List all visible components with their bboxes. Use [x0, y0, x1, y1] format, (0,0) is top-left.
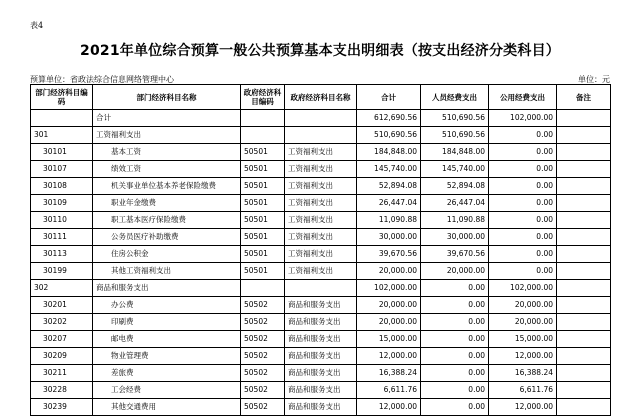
cell-public: 0.00: [489, 144, 557, 161]
cell-public: 102,000.00: [489, 280, 557, 297]
cell-remark: [557, 212, 611, 229]
cell-dept-code: [31, 110, 93, 127]
cell-public: 0.00: [489, 178, 557, 195]
cell-gov-code: 50502: [241, 365, 285, 382]
table-row: [31, 195, 611, 212]
cell-remark: [557, 161, 611, 178]
cell-dept-name: 合计: [93, 110, 241, 127]
header-public: 公用经费支出: [489, 85, 557, 110]
table-row: [31, 280, 611, 297]
cell-dept-code: 30239: [31, 399, 93, 416]
cell-gov-name: [285, 280, 357, 297]
header-remark: 备注: [557, 85, 611, 110]
cell-personnel: 30,000.00: [421, 229, 489, 246]
cell-gov-code: 50502: [241, 399, 285, 416]
cell-gov-code: 50501: [241, 178, 285, 195]
cell-total: 39,670.56: [357, 246, 421, 263]
table-number-tag: 表4: [30, 21, 44, 30]
cell-personnel: 0.00: [421, 382, 489, 399]
table-row: [31, 297, 611, 314]
cell-total: 510,690.56: [357, 127, 421, 144]
cell-total: 16,388.24: [357, 365, 421, 382]
cell-public: 0.00: [489, 195, 557, 212]
table-row: [31, 161, 611, 178]
cell-personnel: 184,848.00: [421, 144, 489, 161]
table-row: [31, 212, 611, 229]
cell-personnel: 0.00: [421, 280, 489, 297]
cell-gov-code: 50501: [241, 144, 285, 161]
cell-gov-name: 商品和服务支出: [285, 314, 357, 331]
cell-dept-name: 绩效工资: [93, 161, 241, 178]
cell-gov-name: 商品和服务支出: [285, 297, 357, 314]
cell-remark: [557, 382, 611, 399]
cell-personnel: 39,670.56: [421, 246, 489, 263]
cell-dept-name: 办公费: [93, 297, 241, 314]
cell-remark: [557, 229, 611, 246]
cell-gov-name: 工资福利支出: [285, 195, 357, 212]
cell-dept-code: 30201: [31, 297, 93, 314]
cell-remark: [557, 280, 611, 297]
cell-remark: [557, 297, 611, 314]
table-row: [31, 348, 611, 365]
cell-gov-name: 商品和服务支出: [285, 399, 357, 416]
cell-dept-name: 差旅费: [93, 365, 241, 382]
cell-gov-name: 工资福利支出: [285, 178, 357, 195]
cell-gov-code: 50501: [241, 161, 285, 178]
header-gov-code: 政府经济科目编码: [241, 85, 285, 110]
cell-remark: [557, 127, 611, 144]
cell-dept-name: 住房公积金: [93, 246, 241, 263]
table-row: [31, 127, 611, 144]
cell-dept-name: 印刷费: [93, 314, 241, 331]
cell-total: 12,000.00: [357, 399, 421, 416]
cell-remark: [557, 195, 611, 212]
cell-gov-name: 商品和服务支出: [285, 348, 357, 365]
cell-public: 0.00: [489, 127, 557, 144]
cell-remark: [557, 399, 611, 416]
cell-dept-name: 职业年金缴费: [93, 195, 241, 212]
cell-public: 12,000.00: [489, 348, 557, 365]
cell-dept-name: 基本工资: [93, 144, 241, 161]
cell-public: 0.00: [489, 212, 557, 229]
cell-gov-code: 50501: [241, 263, 285, 280]
header-total: 合计: [357, 85, 421, 110]
cell-public: 15,000.00: [489, 331, 557, 348]
cell-public: 12,000.00: [489, 399, 557, 416]
cell-total: 20,000.00: [357, 263, 421, 280]
table-row: [31, 382, 611, 399]
cell-dept-name: 商品和服务支出: [93, 280, 241, 297]
cell-dept-code: 30109: [31, 195, 93, 212]
page-title: 2021年单位综合预算一般公共预算基本支出明细表（按支出经济分类科目）: [80, 43, 560, 59]
cell-dept-name: 职工基本医疗保险缴费: [93, 212, 241, 229]
table-row: [31, 314, 611, 331]
cell-dept-code: 30209: [31, 348, 93, 365]
cell-personnel: 510,690.56: [421, 110, 489, 127]
cell-personnel: 510,690.56: [421, 127, 489, 144]
cell-total: 11,090.88: [357, 212, 421, 229]
cell-total: 30,000.00: [357, 229, 421, 246]
cell-remark: [557, 263, 611, 280]
cell-dept-code: 30211: [31, 365, 93, 382]
cell-gov-name: [285, 127, 357, 144]
cell-dept-name: 邮电费: [93, 331, 241, 348]
cell-total: 184,848.00: [357, 144, 421, 161]
cell-gov-code: 50501: [241, 195, 285, 212]
table-row: [31, 144, 611, 161]
table-row: [31, 246, 611, 263]
cell-dept-name: 物业管理费: [93, 348, 241, 365]
cell-gov-code: [241, 110, 285, 127]
header-gov-name: 政府经济科目名称: [285, 85, 357, 110]
cell-public: 0.00: [489, 246, 557, 263]
cell-dept-code: 30228: [31, 382, 93, 399]
cell-dept-code: 30107: [31, 161, 93, 178]
cell-gov-name: 工资福利支出: [285, 212, 357, 229]
cell-gov-code: [241, 127, 285, 144]
cell-remark: [557, 110, 611, 127]
cell-public: 16,388.24: [489, 365, 557, 382]
cell-gov-name: 商品和服务支出: [285, 365, 357, 382]
cell-gov-name: 工资福利支出: [285, 246, 357, 263]
cell-public: 6,611.76: [489, 382, 557, 399]
cell-total: 26,447.04: [357, 195, 421, 212]
table-row: [31, 365, 611, 382]
cell-total: 102,000.00: [357, 280, 421, 297]
table-row: [31, 331, 611, 348]
cell-dept-name: 工资福利支出: [93, 127, 241, 144]
cell-total: 20,000.00: [357, 314, 421, 331]
cell-personnel: 11,090.88: [421, 212, 489, 229]
cell-gov-code: 50502: [241, 314, 285, 331]
cell-remark: [557, 348, 611, 365]
header-personnel: 人员经费支出: [421, 85, 489, 110]
cell-dept-code: 30108: [31, 178, 93, 195]
cell-total: 52,894.08: [357, 178, 421, 195]
cell-dept-code: 30207: [31, 331, 93, 348]
cell-dept-code: 30202: [31, 314, 93, 331]
cell-gov-code: 50502: [241, 331, 285, 348]
cell-dept-code: 30113: [31, 246, 93, 263]
cell-personnel: 0.00: [421, 348, 489, 365]
cell-gov-code: [241, 280, 285, 297]
table-row: [31, 110, 611, 127]
cell-personnel: 0.00: [421, 314, 489, 331]
table-header-row: [31, 85, 611, 110]
cell-public: 0.00: [489, 161, 557, 178]
cell-public: 102,000.00: [489, 110, 557, 127]
cell-personnel: 0.00: [421, 297, 489, 314]
table-row: [31, 263, 611, 280]
cell-public: 0.00: [489, 263, 557, 280]
header-dept-name: 部门经济科目名称: [93, 85, 241, 110]
cell-gov-code: 50502: [241, 382, 285, 399]
table-row: [31, 399, 611, 416]
cell-gov-name: 工资福利支出: [285, 144, 357, 161]
cell-dept-code: 30199: [31, 263, 93, 280]
cell-gov-code: 50501: [241, 212, 285, 229]
cell-public: 20,000.00: [489, 314, 557, 331]
cell-remark: [557, 144, 611, 161]
cell-dept-name: 机关事业单位基本养老保险缴费: [93, 178, 241, 195]
cell-total: 6,611.76: [357, 382, 421, 399]
table-row: [31, 229, 611, 246]
cell-total: 612,690.56: [357, 110, 421, 127]
cell-gov-code: 50502: [241, 348, 285, 365]
cell-personnel: 0.00: [421, 365, 489, 382]
cell-dept-code: 301: [31, 127, 93, 144]
cell-remark: [557, 178, 611, 195]
budget-unit-label: 预算单位：省政法综合信息网络管理中心: [30, 75, 174, 84]
cell-remark: [557, 365, 611, 382]
header-dept-code: 部门经济科目编码: [31, 85, 93, 110]
cell-public: 20,000.00: [489, 297, 557, 314]
cell-dept-code: 30111: [31, 229, 93, 246]
table-row: [31, 178, 611, 195]
cell-public: 0.00: [489, 229, 557, 246]
cell-dept-code: 302: [31, 280, 93, 297]
cell-gov-name: 商品和服务支出: [285, 382, 357, 399]
cell-gov-code: 50502: [241, 297, 285, 314]
currency-unit-label: 单位：元: [578, 75, 610, 84]
cell-gov-name: [285, 110, 357, 127]
cell-total: 145,740.00: [357, 161, 421, 178]
cell-personnel: 145,740.00: [421, 161, 489, 178]
cell-gov-name: 工资福利支出: [285, 161, 357, 178]
cell-total: 12,000.00: [357, 348, 421, 365]
cell-dept-code: 30101: [31, 144, 93, 161]
cell-remark: [557, 331, 611, 348]
cell-dept-code: 30110: [31, 212, 93, 229]
expenditure-table: [30, 84, 611, 416]
cell-dept-name: 其他工资福利支出: [93, 263, 241, 280]
cell-personnel: 26,447.04: [421, 195, 489, 212]
cell-total: 20,000.00: [357, 297, 421, 314]
cell-dept-name: 工会经费: [93, 382, 241, 399]
cell-personnel: 52,894.08: [421, 178, 489, 195]
cell-dept-name: 其他交通费用: [93, 399, 241, 416]
cell-gov-name: 工资福利支出: [285, 263, 357, 280]
cell-total: 15,000.00: [357, 331, 421, 348]
cell-gov-code: 50501: [241, 229, 285, 246]
cell-remark: [557, 314, 611, 331]
cell-gov-code: 50501: [241, 246, 285, 263]
cell-gov-name: 商品和服务支出: [285, 331, 357, 348]
cell-personnel: 0.00: [421, 399, 489, 416]
cell-personnel: 0.00: [421, 331, 489, 348]
cell-personnel: 20,000.00: [421, 263, 489, 280]
cell-gov-name: 工资福利支出: [285, 229, 357, 246]
cell-dept-name: 公务员医疗补助缴费: [93, 229, 241, 246]
cell-remark: [557, 246, 611, 263]
